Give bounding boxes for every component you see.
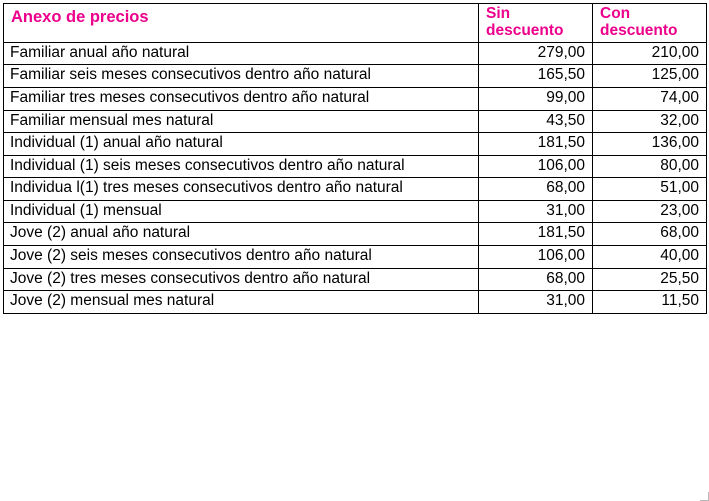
- table-row: [4, 155, 707, 178]
- row-price-sin-descuento: 31,00: [479, 200, 593, 223]
- row-price-sin-descuento: 181,50: [479, 223, 593, 246]
- row-price-con-descuento: 74,00: [593, 87, 707, 110]
- row-price-con-descuento: 40,00: [593, 246, 707, 269]
- row-price-con-descuento: 210,00: [593, 42, 707, 65]
- column-header-description: Anexo de precios: [4, 4, 479, 43]
- row-description: Individua l(1) tres meses consecutivos dentro año natural: [4, 178, 479, 201]
- column-header-con-descuento: Con descuento: [593, 4, 707, 43]
- row-description: Individual (1) anual año natural: [4, 133, 479, 156]
- price-annex-document: [0, 3, 709, 501]
- row-price-con-descuento: 51,00: [593, 178, 707, 201]
- table-row: [4, 110, 707, 133]
- row-description: Familiar seis meses consecutivos dentro año natural: [4, 65, 479, 88]
- row-description: Individual (1) mensual: [4, 200, 479, 223]
- table-row: [4, 291, 707, 314]
- table-row: [4, 178, 707, 201]
- row-description: Individual (1) seis meses consecutivos dentro año natural: [4, 155, 479, 178]
- row-description: Jove (2) seis meses consecutivos dentro año natural: [4, 246, 479, 269]
- column-header-sin-descuento: Sin descuento: [479, 4, 593, 43]
- row-description: Jove (2) tres meses consecutivos dentro año natural: [4, 268, 479, 291]
- row-price-sin-descuento: 43,50: [479, 110, 593, 133]
- row-description: Jove (2) anual año natural: [4, 223, 479, 246]
- table-row: [4, 65, 707, 88]
- row-price-sin-descuento: 279,00: [479, 42, 593, 65]
- row-description: Familiar mensual mes natural: [4, 110, 479, 133]
- page-corner-mark: [700, 492, 709, 501]
- table-header: [4, 4, 707, 43]
- table-row: [4, 133, 707, 156]
- table-row: [4, 42, 707, 65]
- table-header-row: [4, 4, 707, 43]
- row-price-con-descuento: 136,00: [593, 133, 707, 156]
- table-row: [4, 87, 707, 110]
- row-price-sin-descuento: 68,00: [479, 178, 593, 201]
- row-price-sin-descuento: 106,00: [479, 246, 593, 269]
- table-row: [4, 200, 707, 223]
- row-price-con-descuento: 25,50: [593, 268, 707, 291]
- price-table: [3, 3, 707, 314]
- row-description: Familiar tres meses consecutivos dentro año natural: [4, 87, 479, 110]
- row-price-sin-descuento: 68,00: [479, 268, 593, 291]
- row-price-con-descuento: 125,00: [593, 65, 707, 88]
- row-price-con-descuento: 32,00: [593, 110, 707, 133]
- row-price-con-descuento: 11,50: [593, 291, 707, 314]
- row-price-sin-descuento: 181,50: [479, 133, 593, 156]
- row-price-con-descuento: 80,00: [593, 155, 707, 178]
- row-price-sin-descuento: 99,00: [479, 87, 593, 110]
- row-price-sin-descuento: 165,50: [479, 65, 593, 88]
- table-row: [4, 268, 707, 291]
- row-price-sin-descuento: 106,00: [479, 155, 593, 178]
- row-price-con-descuento: 68,00: [593, 223, 707, 246]
- row-description: Jove (2) mensual mes natural: [4, 291, 479, 314]
- row-price-sin-descuento: 31,00: [479, 291, 593, 314]
- table-body: [4, 42, 707, 313]
- table-row: [4, 223, 707, 246]
- row-price-con-descuento: 23,00: [593, 200, 707, 223]
- table-row: [4, 246, 707, 269]
- row-description: Familiar anual año natural: [4, 42, 479, 65]
